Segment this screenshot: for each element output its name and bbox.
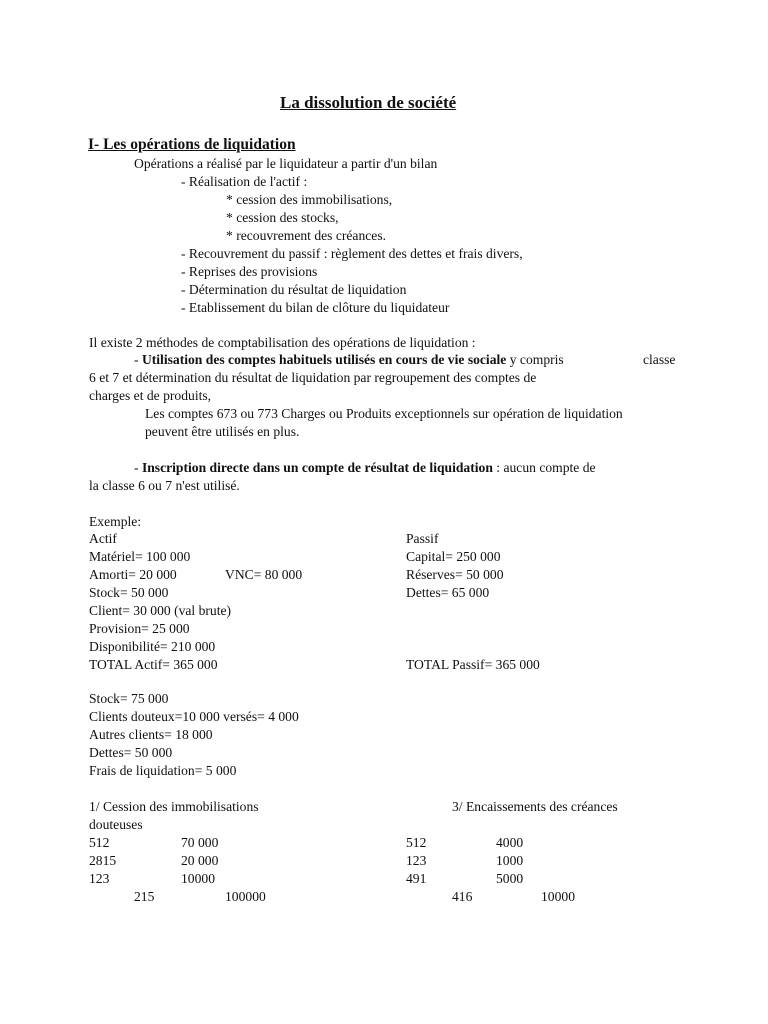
list-item: - Détermination du résultat de liquidation xyxy=(181,282,407,297)
method-1-line2: 6 et 7 et détermination du résultat de liquidation par regroupement des comptes de xyxy=(89,370,537,385)
entry-3-account: 491 xyxy=(406,871,427,886)
section-heading: I- Les opérations de liquidation xyxy=(88,136,296,153)
list-item: - Recouvrement du passif : règlement des dettes et frais divers, xyxy=(181,246,523,261)
passif-line: Capital= 250 000 xyxy=(406,549,501,564)
list-item: - Réalisation de l'actif : xyxy=(181,174,308,189)
methods-intro: Il existe 2 méthodes de comptabilisation des opérations de liquidation : xyxy=(89,335,476,350)
entry-3-credit-account: 416 xyxy=(452,889,473,904)
example-label: Exemple: xyxy=(89,514,142,529)
example-data-line: Dettes= 50 000 xyxy=(89,745,173,760)
actif-line: Stock= 50 000 xyxy=(89,585,169,600)
passif-line: Réserves= 50 000 xyxy=(406,567,504,582)
entry-3-amount: 5000 xyxy=(496,871,524,886)
method-1-line4: Les comptes 673 ou 773 Charges ou Produits exceptionnels sur opération de liquidation xyxy=(145,406,623,421)
method-1-line xyxy=(134,351,564,369)
list-item: * recouvrement des créances. xyxy=(226,228,387,243)
method-1-dash: - xyxy=(134,352,142,367)
passif-total: TOTAL Passif= 365 000 xyxy=(406,657,540,672)
entry-3-account: 512 xyxy=(406,835,427,850)
entry-3-credit-amount: 10000 xyxy=(541,889,575,904)
example-data-line: Autres clients= 18 000 xyxy=(89,727,213,742)
method-1-line5: peuvent être utilisés en plus. xyxy=(145,424,300,439)
passif-header: Passif xyxy=(406,531,439,546)
entry-1-credit-amount: 100000 xyxy=(225,889,266,904)
entry-1-account: 123 xyxy=(89,871,110,886)
method-1-classe: classe xyxy=(643,352,676,367)
list-item: * cession des stocks, xyxy=(226,210,339,225)
entry-3-account: 123 xyxy=(406,853,427,868)
list-item: - Reprises des provisions xyxy=(181,264,318,279)
actif-header: Actif xyxy=(89,531,117,546)
example-data-line: Clients douteux=10 000 versés= 4 000 xyxy=(89,709,299,724)
method-1-title: Utilisation des comptes habituels utilisés en cours de vie sociale xyxy=(141,352,507,367)
list-item: - Etablissement du bilan de clôture du liquidateur xyxy=(181,300,450,315)
entry-3-amount: 1000 xyxy=(496,853,524,868)
entry-3-title: 3/ Encaissements des créances xyxy=(452,799,618,814)
method-2-rest: : aucun compte de xyxy=(492,460,596,475)
passif-line: Dettes= 65 000 xyxy=(406,585,490,600)
entry-3-amount: 4000 xyxy=(496,835,524,850)
section-intro: Opérations a réalisé par le liquidateur a partir d'un bilan xyxy=(134,156,438,171)
method-1-line3: charges et de produits, xyxy=(89,388,212,403)
actif-line: Matériel= 100 000 xyxy=(89,549,191,564)
actif-line: Client= 30 000 (val brute) xyxy=(89,603,232,618)
entry-1-account: 512 xyxy=(89,835,110,850)
entry-1-title: 1/ Cession des immobilisations xyxy=(89,799,259,814)
page-title: La dissolution de société xyxy=(280,93,457,112)
vnc-value: VNC= 80 000 xyxy=(225,567,303,582)
actif-line: Amorti= 20 000 xyxy=(89,567,177,582)
list-item: * cession des immobilisations, xyxy=(226,192,393,207)
example-data-line: Stock= 75 000 xyxy=(89,691,169,706)
actif-line: Disponibilité= 210 000 xyxy=(89,639,216,654)
entry-1-credit-account: 215 xyxy=(134,889,155,904)
actif-line: Provision= 25 000 xyxy=(89,621,190,636)
actif-total: TOTAL Actif= 365 000 xyxy=(89,657,218,672)
entry-1-account: 2815 xyxy=(89,853,117,868)
entry-1-amount: 20 000 xyxy=(181,853,219,868)
method-2-line2: la classe 6 ou 7 n'est utilisé. xyxy=(89,478,240,493)
example-data-line: Frais de liquidation= 5 000 xyxy=(89,763,237,778)
entry-1-amount: 70 000 xyxy=(181,835,219,850)
method-2-line xyxy=(134,459,596,477)
method-2-dash: - xyxy=(134,460,142,475)
entry-1-amount: 10000 xyxy=(181,871,215,886)
method-2-title: Inscription directe dans un compte de résultat de liquidation xyxy=(141,460,493,475)
method-1-rest: y compris xyxy=(506,352,564,367)
entry-3-title-cont: douteuses xyxy=(89,817,143,832)
